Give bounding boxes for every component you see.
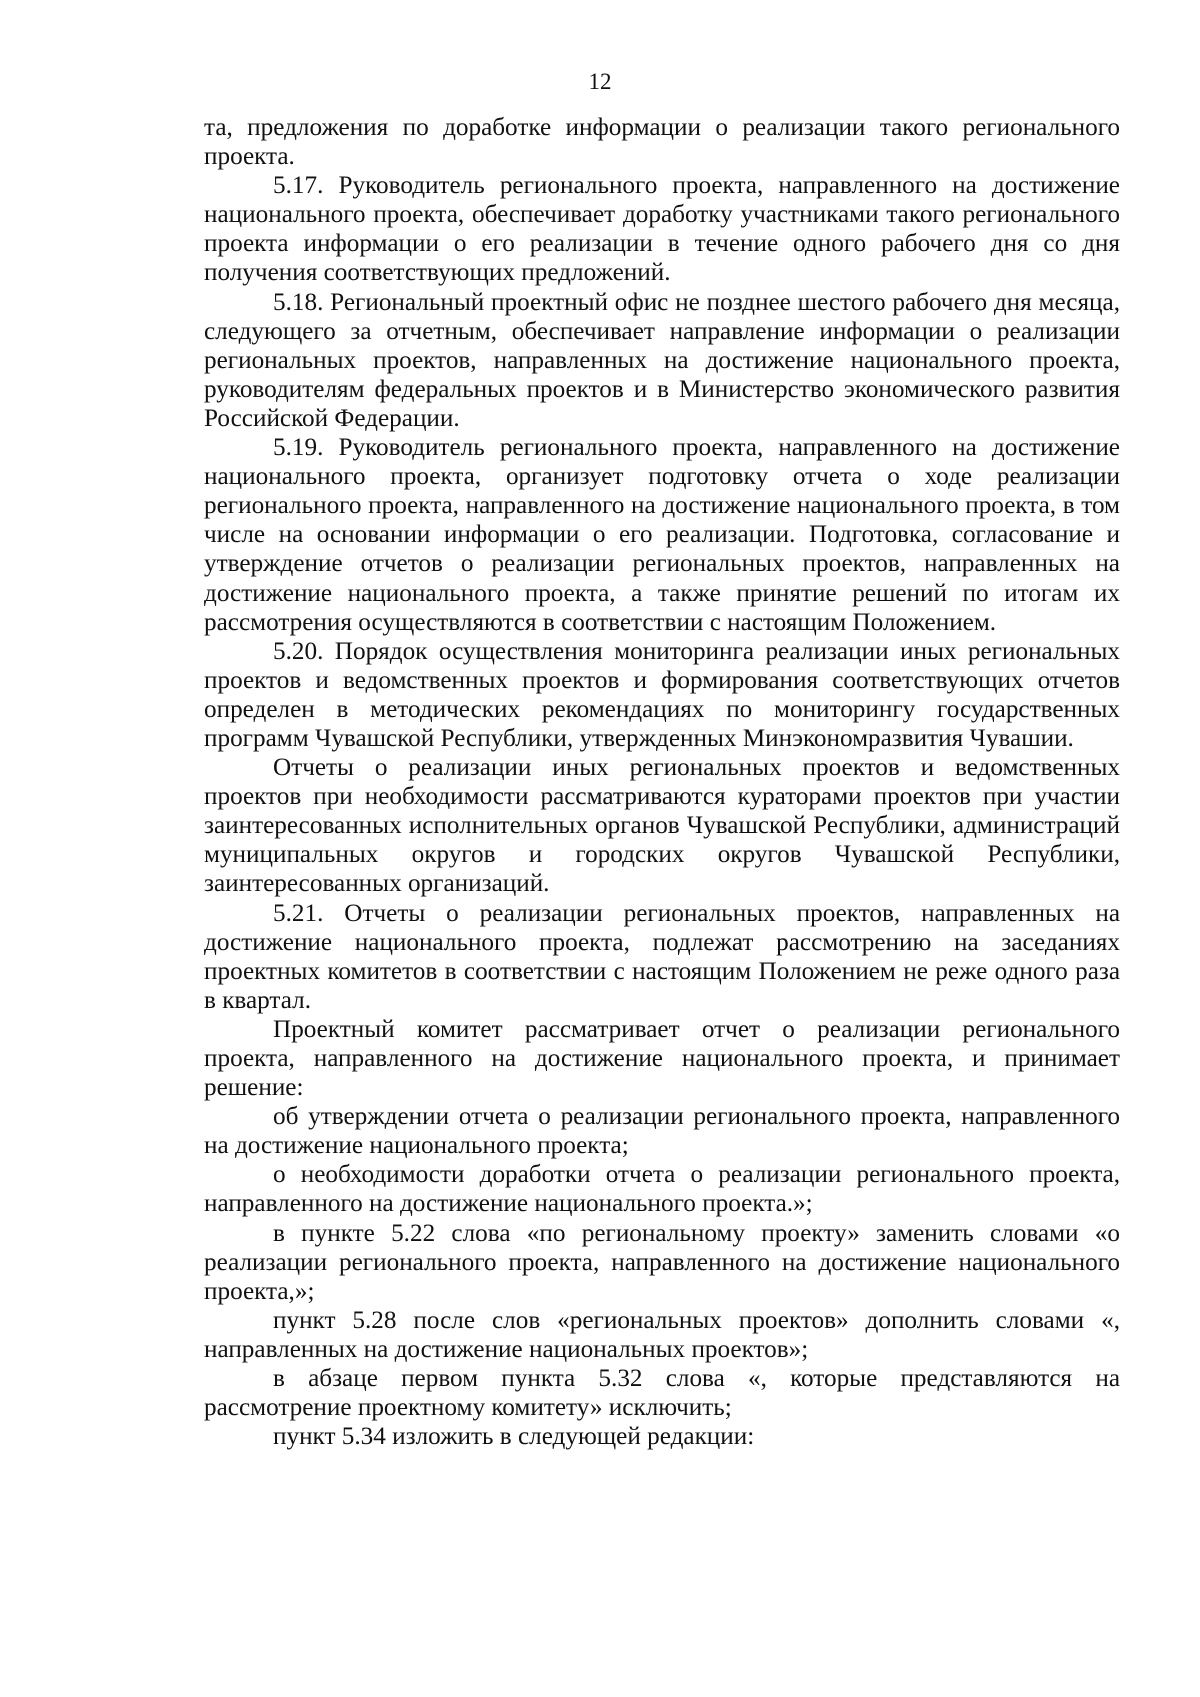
paragraph-5-20-reports: Отчеты о реализации иных региональных проектов и ведомственных проектов при необходимости рассматриваются кураторами проектов при участии заинтересованных исполнительных органов Чувашской Республики, администраций муниципальных округов и городских округов Чувашской Республики, заинтересованных организаций.: [204, 754, 1120, 898]
paragraph-5-17: 5.17. Руководитель регионального проекта, направленного на достижение национального проекта, обеспечивает доработку участниками такого регионального проекта информации о его реализации в течение одного рабочего дня со дня получения соответствующих предложений.: [204, 172, 1120, 287]
page-number: 12: [588, 69, 612, 94]
paragraph-decision-revise: о необходимости доработки отчета о реализации регионального проекта, направленного на достижение национального проекта.»;: [204, 1161, 1120, 1218]
paragraph-amend-5-22: в пункте 5.22 слова «по региональному проекту» заменить словами «о реализации регионального проекта, направленного на достижение национального проекта,»;: [204, 1219, 1120, 1305]
paragraph-continuation: та, предложения по доработке информации о реализации такого регионального проекта.: [204, 114, 1120, 171]
paragraph-committee-decision: Проектный комитет рассматривает отчет о реализации регионального проекта, направленного на достижение национального проекта, и принимает решение:: [204, 1015, 1120, 1102]
paragraph-amend-5-34: пункт 5.34 изложить в следующей редакции:: [273, 1423, 755, 1451]
paragraph-5-19: 5.19. Руководитель регионального проекта, направленного на достижение национального проекта, организует подготовку отчета о ходе реализации регионального проекта, направленного на достижение национального проекта, в том числе на основании информации о его реализации. Подготовка, согласование и утверждение отчетов о реализации региональных проектов, направленных на достижение национального проекта, а также принятие решений по итогам их рассмотрения осуществляются в соответствии с настоящим Положением.: [204, 434, 1120, 636]
paragraph-amend-5-28: пункт 5.28 после слов «региональных проектов» дополнить словами «, направленных на достижение национальных проектов»;: [204, 1306, 1120, 1363]
paragraph-decision-approve: об утверждении отчета о реализации регионального проекта, направленного на достижение национального проекта;: [204, 1103, 1120, 1160]
paragraph-5-21: 5.21. Отчеты о реализации региональных проектов, направленных на достижение национального проекта, подлежат рассмотрению на заседаниях проектных комитетов в соответствии с настоящим Положением не реже одного раза в квартал.: [204, 899, 1120, 1014]
paragraph-5-20: 5.20. Порядок осуществления мониторинга реализации иных региональных проектов и ведомственных проектов и формирования соответствующих отчетов определен в методических рекомендациях по мониторингу государственных программ Чувашской Республики, утвержденных Минэкономразвития Чувашии.: [204, 637, 1120, 752]
paragraph-5-18: 5.18. Региональный проектный офис не позднее шестого рабочего дня месяца, следующего за отчетным, обеспечивает направление информации о реализации региональных проектов, направленных на достижение национального проекта, руководителям федеральных проектов и в Министерство экономического развития Российской Федерации.: [204, 288, 1120, 432]
document-body: [204, 113, 1120, 1451]
paragraph-amend-5-32: в абзаце первом пункта 5.32 слова «, которые представляются на рассмотрение проектному комитету» исключить;: [204, 1365, 1120, 1422]
